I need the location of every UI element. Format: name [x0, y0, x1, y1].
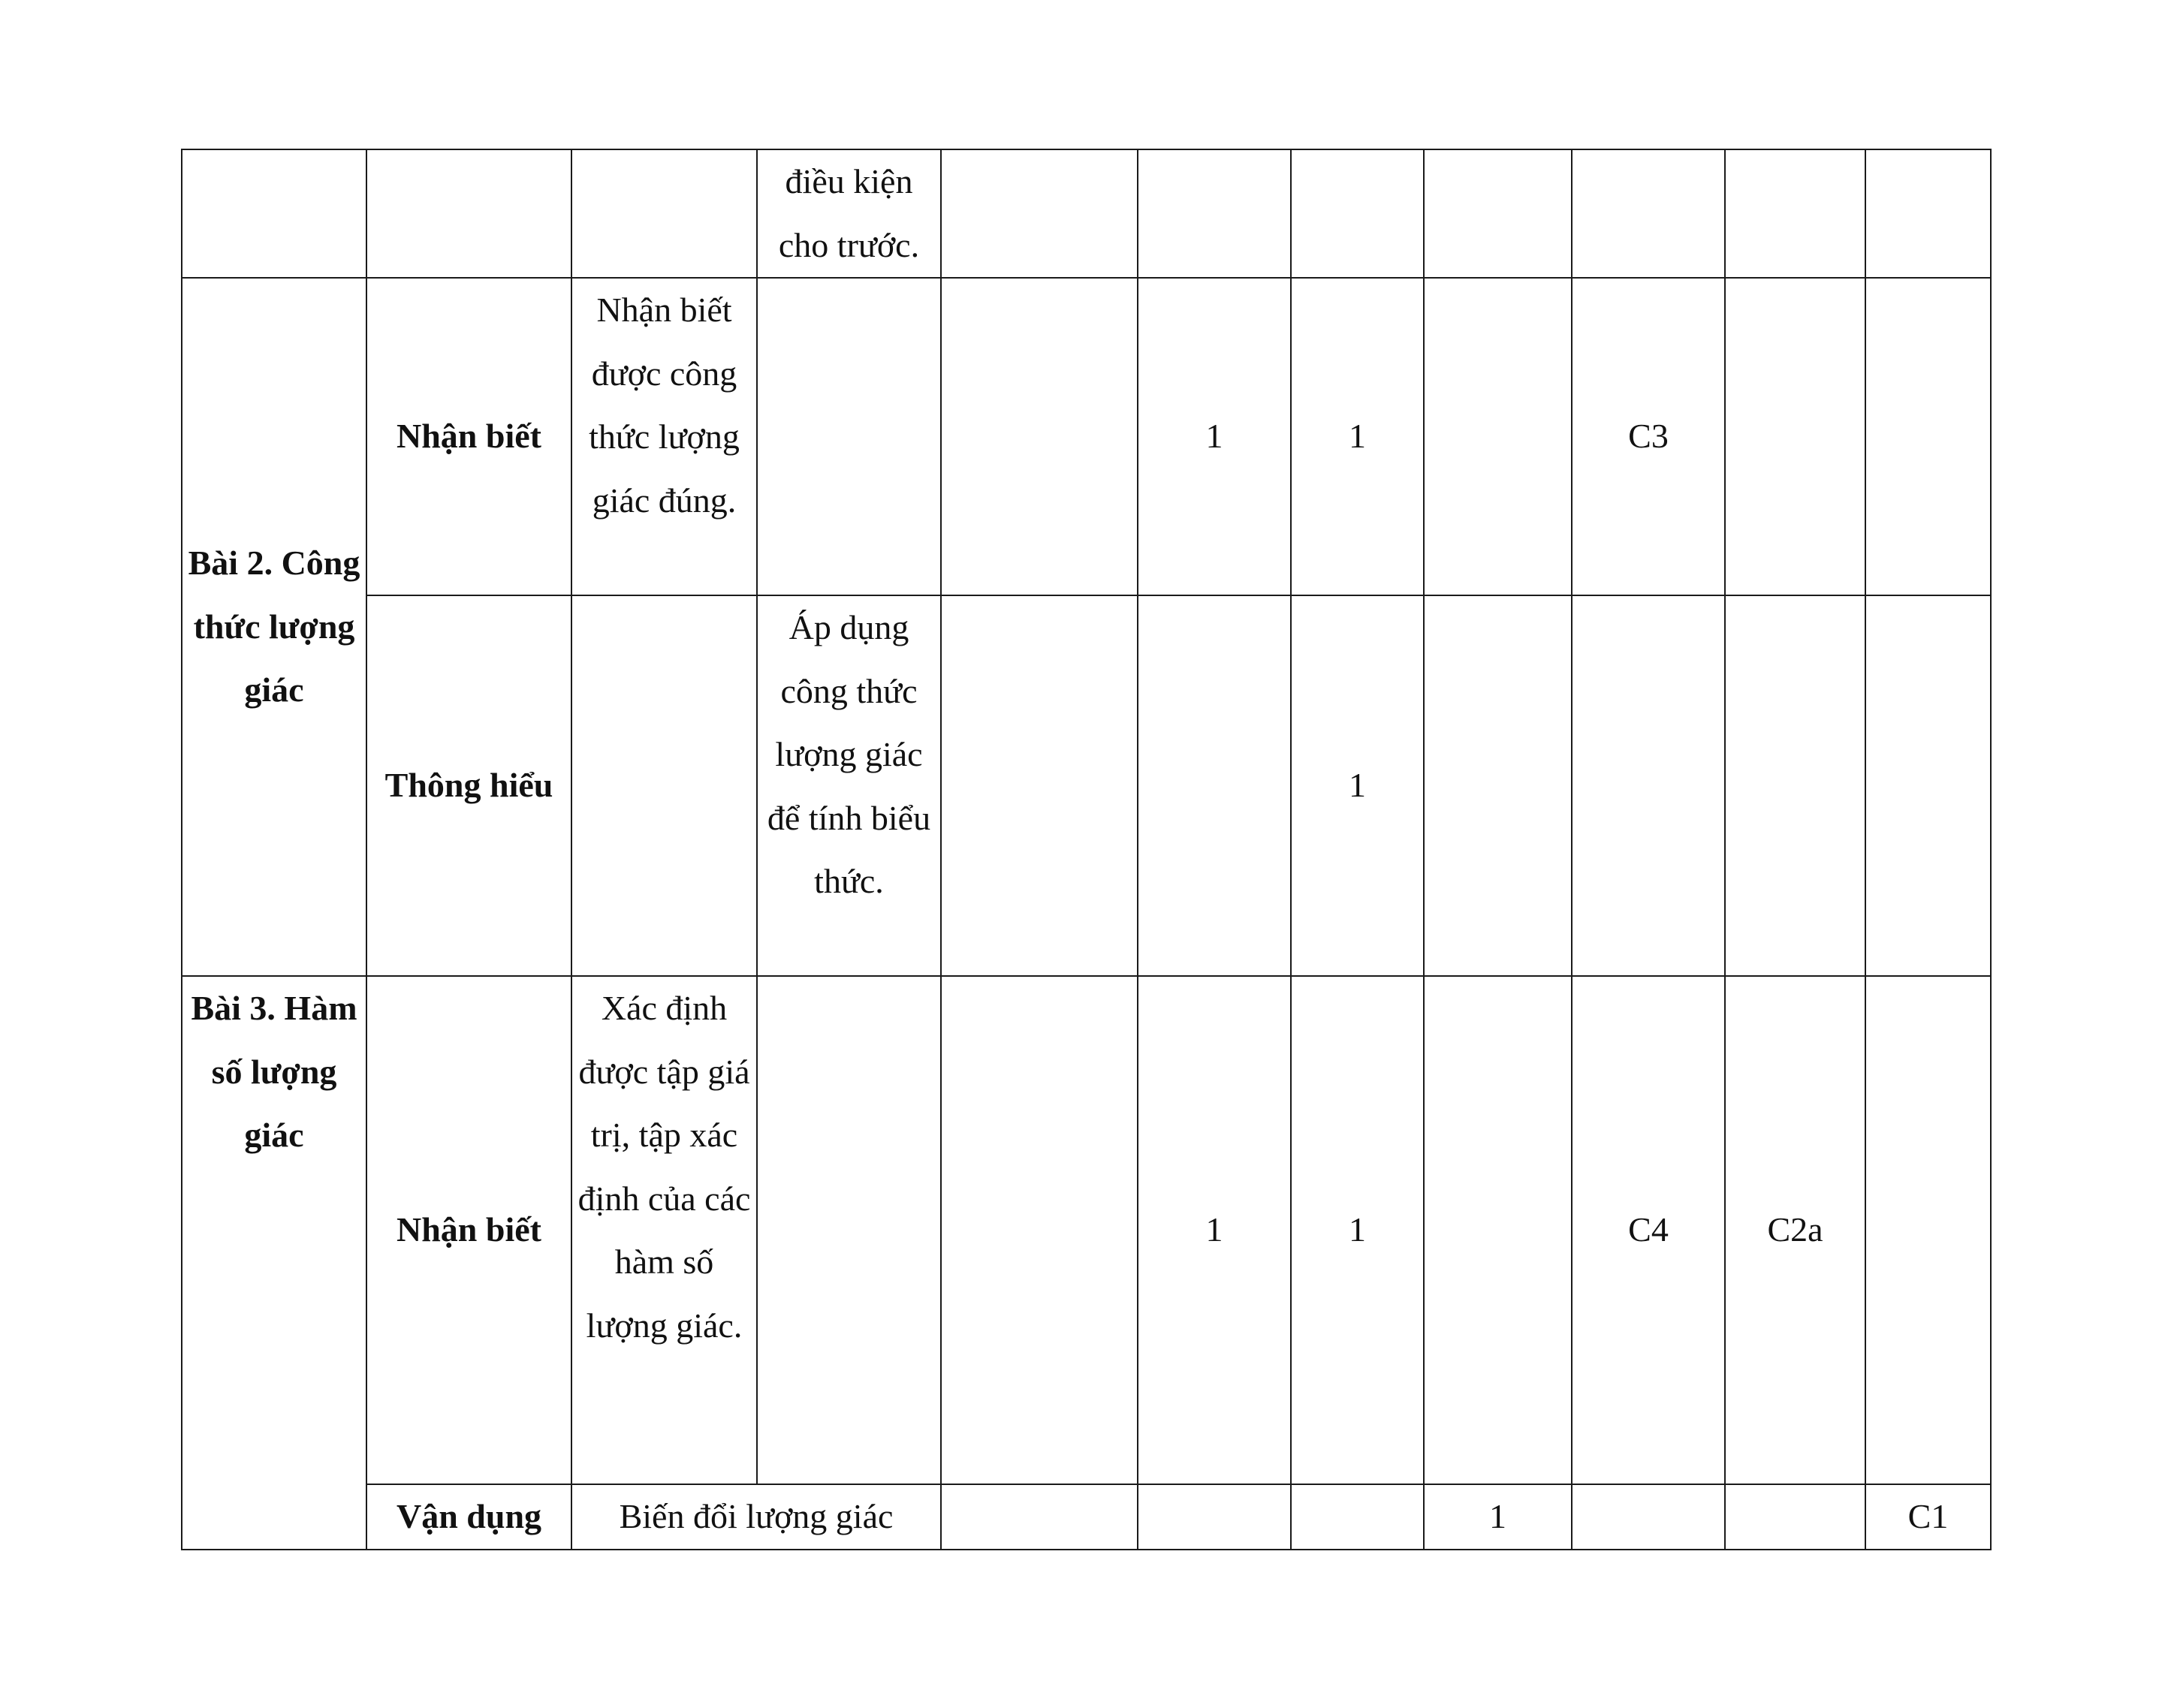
cell-empty: [1424, 976, 1572, 1484]
cell-empty: [1572, 149, 1725, 278]
cell-count: 1: [1291, 278, 1424, 595]
cell-empty: [1572, 595, 1725, 976]
cell-count: 1: [1291, 595, 1424, 976]
cell-lesson-name: Bài 2. Công thức lượng giác: [182, 278, 366, 976]
cell-empty: [1138, 595, 1291, 976]
cell-question-ref: C3: [1572, 278, 1725, 595]
cell-empty: [1865, 595, 1991, 976]
cell-empty: [757, 278, 941, 595]
cell-lesson-name: Bài 3. Hàm số lượng giác: [182, 976, 366, 1550]
cell-empty: [1291, 149, 1424, 278]
cell-empty: [941, 278, 1138, 595]
cell-count: 1: [1424, 1484, 1572, 1550]
cell-empty: [571, 149, 757, 278]
cell-empty: [941, 149, 1138, 278]
cell-count: 1: [1138, 278, 1291, 595]
cell-empty: [1865, 278, 1991, 595]
table-row: [182, 595, 1991, 976]
cell-empty: [941, 595, 1138, 976]
table-row: [182, 278, 1991, 595]
cell-question-ref: C4: [1572, 976, 1725, 1484]
table-row: [182, 1484, 1991, 1550]
cell-level: Nhận biết: [366, 278, 571, 595]
cell-empty: [941, 976, 1138, 1484]
cell-empty: [571, 595, 757, 976]
cell-empty: [1572, 1484, 1725, 1550]
cell-empty: [1424, 278, 1572, 595]
cell-empty: [1138, 149, 1291, 278]
cell-empty: [1725, 278, 1865, 595]
cell-empty: [757, 976, 941, 1484]
cell-requirement: Áp dụng công thức lượng giác để tính biểu thức.: [757, 595, 941, 976]
table-row: [182, 976, 1991, 1484]
cell-level: Nhận biết: [366, 976, 571, 1484]
cell-empty: [1424, 149, 1572, 278]
assessment-matrix-table: [181, 149, 1992, 1550]
cell-empty: [1291, 1484, 1424, 1550]
cell-question-ref: C1: [1865, 1484, 1991, 1550]
cell-count: 1: [1291, 976, 1424, 1484]
cell-requirement: Nhận biết được công thức lượng giác đúng.: [571, 278, 757, 595]
cell-level: Vận dụng: [366, 1484, 571, 1550]
table-row: [182, 149, 1991, 278]
cell-requirement: Biến đổi lượng giác: [571, 1484, 941, 1550]
cell-empty: [941, 1484, 1138, 1550]
cell-empty: [1424, 595, 1572, 976]
cell-empty: [182, 149, 366, 278]
cell-empty: [1725, 149, 1865, 278]
cell-empty: [1138, 1484, 1291, 1550]
cell-question-ref: C2a: [1725, 976, 1865, 1484]
cell-requirement-continued: điều kiện cho trước.: [757, 149, 941, 278]
cell-empty: [1725, 595, 1865, 976]
cell-count: 1: [1138, 976, 1291, 1484]
cell-requirement: Xác định được tập giá trị, tập xác định của các hàm số lượng giác.: [571, 976, 757, 1484]
cell-empty: [366, 149, 571, 278]
cell-empty: [1865, 976, 1991, 1484]
cell-level: Thông hiểu: [366, 595, 571, 976]
cell-empty: [1865, 149, 1991, 278]
cell-empty: [1725, 1484, 1865, 1550]
